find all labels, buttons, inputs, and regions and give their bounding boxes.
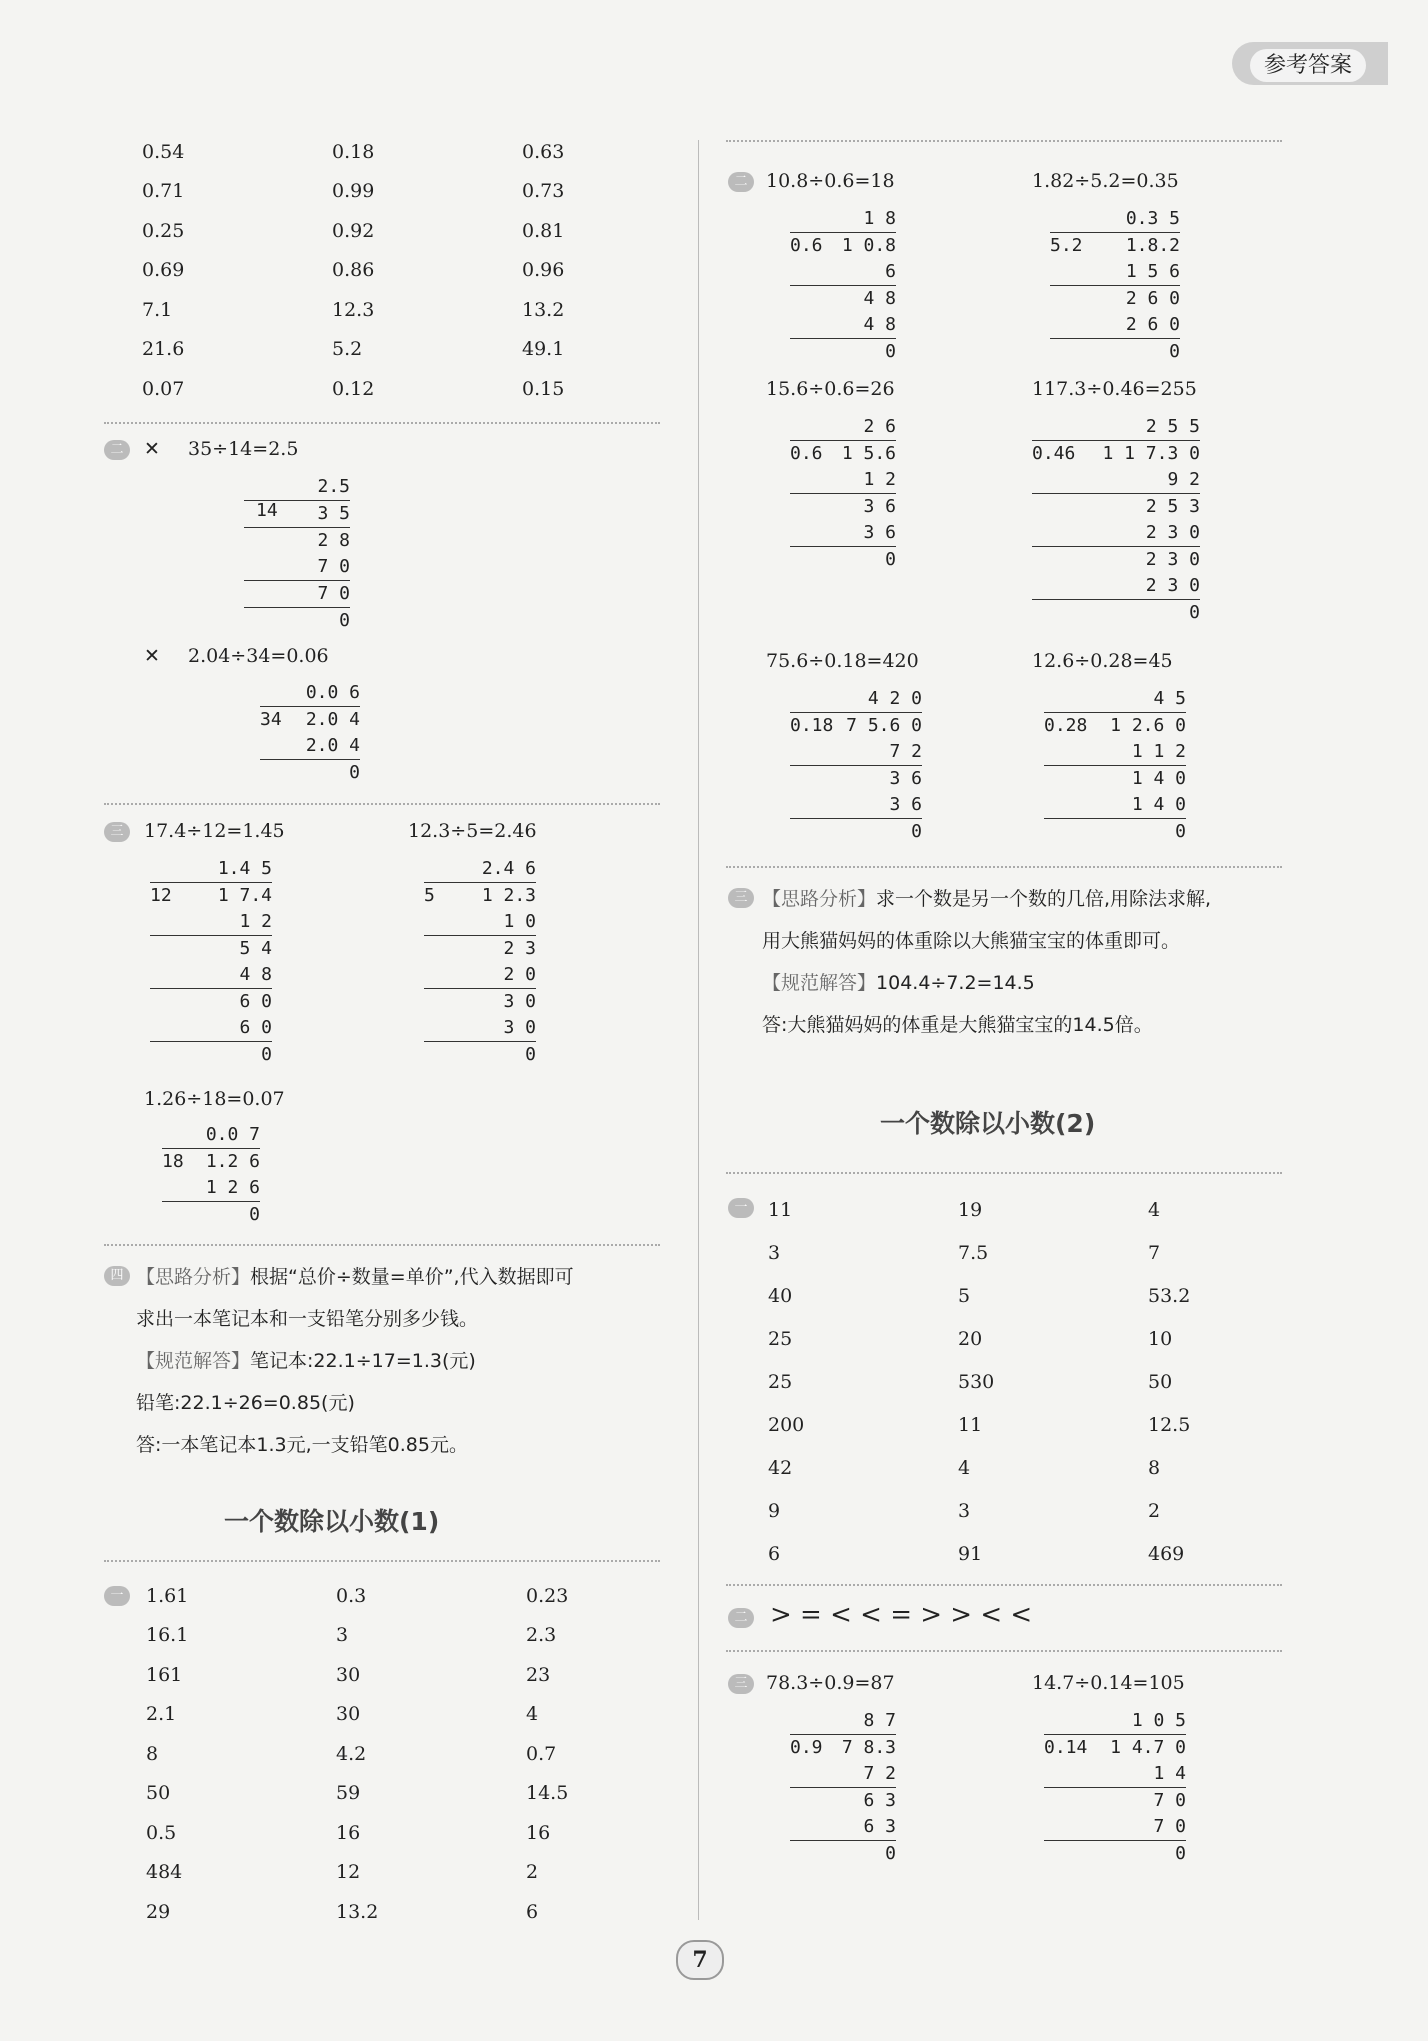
- divisor: 0.28: [1044, 715, 1088, 736]
- grid-row: 8 4.2 0.7: [146, 1742, 557, 1765]
- dividend: 2.0 4: [305, 709, 360, 730]
- equation: 1.26÷18=0.07: [144, 1088, 285, 1110]
- grid-row: 25 530 50: [768, 1370, 1173, 1393]
- equation: 75.6÷0.18=420: [766, 650, 919, 672]
- grid-row: 25 20 10: [768, 1327, 1173, 1350]
- divisor: 18: [162, 1151, 184, 1172]
- dividend: 3 5: [317, 503, 350, 524]
- equation: 14.7÷0.14=105: [1032, 1672, 1185, 1694]
- section-divider: [104, 1560, 660, 1562]
- section-badge: 二: [104, 440, 130, 460]
- dividend: 1 7.4: [217, 885, 272, 906]
- grid-row: 29 13.2 6: [146, 1900, 539, 1923]
- equation: 12.6÷0.28=45: [1032, 650, 1173, 672]
- equation: 12.3÷5=2.46: [408, 820, 537, 842]
- section-divider: [726, 140, 1282, 142]
- equation: 15.6÷0.6=26: [766, 378, 895, 400]
- dividend: 1.8.2: [1125, 235, 1180, 256]
- left-answer-grid: [142, 132, 712, 409]
- wrong-mark-icon: ✕: [144, 438, 160, 460]
- section-divider: [104, 803, 660, 805]
- comparison-answers: > = < < = > > < <: [770, 1600, 1033, 1630]
- long-division: 0.0 7 18 1.2 6 1 2 6 0: [162, 1124, 260, 1225]
- divisor: 0.6: [790, 235, 823, 256]
- dividend: 1 4.7 0: [1110, 1737, 1186, 1758]
- answer-key-tag: [1232, 42, 1388, 85]
- analysis-note: 【思路分析】根据“总价÷数量=单价”,代入数据即可 求出一本笔记本和一支铅笔分别多少钱。 【规范解答】笔记本:22.1÷17=1.3(元) 铅笔:22.1÷26=0.85(元) 答:一本笔记本1.3元,一支铅笔0.85元。: [136, 1266, 574, 1456]
- dividend: 1 1 7.3 0: [1102, 443, 1200, 464]
- divisor: 0.46: [1032, 443, 1076, 464]
- answer-key-label: 参考答案: [1250, 49, 1366, 82]
- long-division: 4 2 0 0.18 7 5.6 0 7 2 3 6 3 6 0: [790, 688, 922, 842]
- wrong-mark-icon: ✕: [144, 645, 160, 667]
- section-badge: 一: [104, 1586, 130, 1606]
- section-badge: 二: [728, 1608, 754, 1628]
- quotient: 2.5: [317, 476, 350, 497]
- long-division: 2.5 14 3 5 2 8 7 0 7 0 0: [244, 474, 350, 634]
- section-badge: 三: [728, 1674, 754, 1694]
- section-badge: 二: [728, 172, 754, 192]
- right-answer-grid: [768, 1188, 1338, 1575]
- dividend: 1 0.8: [841, 235, 896, 256]
- section-divider: [726, 1650, 1282, 1652]
- dividend: 1 2.3: [481, 885, 536, 906]
- long-division: 1 0 5 0.14 1 4.7 0 1 4 7 0 7 0 0: [1044, 1710, 1186, 1864]
- long-division: 1 8 0.6 1 0.8 6 4 8 4 8 0: [790, 208, 896, 362]
- analysis-note: 【思路分析】求一个数是另一个数的几倍,用除法求解, 用大熊猫妈妈的体重除以大熊猫宝宝的体重即可。 【规范解答】104.4÷7.2=14.5 答:大熊猫妈妈的体重是大熊猫宝宝的14.5倍。: [762, 888, 1212, 1036]
- grid-row: 21.6 5.2 49.1: [142, 338, 565, 361]
- section-divider: [726, 1584, 1282, 1586]
- grid-row: 0.54 0.18 0.63: [142, 140, 565, 163]
- grid-row: 484 12 2: [146, 1861, 539, 1884]
- equation: 35÷14=2.5: [188, 438, 299, 460]
- grid-row: 0.25 0.92 0.81: [142, 219, 565, 242]
- section-heading: 一个数除以小数(1): [224, 1507, 440, 1536]
- divisor: 14: [256, 500, 278, 521]
- divisor: 34: [260, 709, 282, 730]
- divisor: 0.14: [1044, 1737, 1088, 1758]
- long-division: 8 7 0.9 7 8.3 7 2 6 3 6 3 0: [790, 1710, 896, 1864]
- grid-row: 1.61 0.3 0.23: [146, 1584, 569, 1607]
- grid-row: 7.1 12.3 13.2: [142, 298, 565, 321]
- equation: 78.3÷0.9=87: [766, 1672, 895, 1694]
- section-heading: 一个数除以小数(2): [880, 1109, 1096, 1138]
- section-badge: 三: [728, 888, 754, 908]
- long-division: 1.4 5 12 1 7.4 1 2 5 4 4 8 6 0 6 0 0: [150, 858, 272, 1065]
- page-number: 7: [676, 1940, 724, 1980]
- divisor: 12: [150, 885, 172, 906]
- grid-row: 50 59 14.5: [146, 1782, 569, 1805]
- section-badge: 四: [104, 1266, 130, 1286]
- grid-row: 0.71 0.99 0.73: [142, 180, 565, 203]
- section-badge: 三: [104, 822, 130, 842]
- divisor: 0.6: [790, 443, 823, 464]
- grid-row: 0.5 16 16: [146, 1821, 551, 1844]
- grid-row: 40 5 53.2: [768, 1284, 1191, 1307]
- grid-row: 0.69 0.86 0.96: [142, 259, 565, 282]
- grid-row: 11 19 4: [768, 1198, 1161, 1221]
- divisor: 5.2: [1050, 235, 1083, 256]
- dividend: 1 5.6: [841, 443, 896, 464]
- long-division: 4 5 0.28 1 2.6 0 1 1 2 1 4 0 1 4 0 0: [1044, 688, 1186, 842]
- divisor: 0.9: [790, 1737, 823, 1758]
- divisor: 0.18: [790, 715, 834, 736]
- section-divider: [104, 422, 660, 424]
- section-divider: [726, 1172, 1282, 1174]
- equation: 1.82÷5.2=0.35: [1032, 170, 1179, 192]
- long-division: 0.0 6 34 2.0 4 2.0 4 0: [260, 682, 360, 783]
- grid-row: 9 3 2: [768, 1499, 1161, 1522]
- long-division: 2 5 5 0.46 1 1 7.3 0 9 2 2 5 3 2 3 0 2 3 0 2 3 0 0: [1032, 416, 1200, 623]
- grid-row: 16.1 3 2.3: [146, 1624, 557, 1647]
- section-divider: [104, 1244, 660, 1246]
- dividend: 1 2.6 0: [1110, 715, 1186, 736]
- grid-row: 6 91 469: [768, 1542, 1185, 1565]
- equation: 17.4÷12=1.45: [144, 820, 285, 842]
- grid-row: 200 11 12.5: [768, 1413, 1191, 1436]
- section-divider: [726, 866, 1282, 868]
- grid-row: 42 4 8: [768, 1456, 1161, 1479]
- section-badge: 一: [728, 1198, 754, 1218]
- equation: 2.04÷34=0.06: [188, 645, 329, 667]
- dividend: 7 8.3: [841, 1737, 896, 1758]
- left-answer-grid-2: [146, 1576, 716, 1932]
- long-division: 0.3 5 5.2 1.8.2 1 5 6 2 6 0 2 6 0 0: [1050, 208, 1180, 362]
- grid-row: 0.07 0.12 0.15: [142, 377, 565, 400]
- long-division: 2.4 6 5 1 2.3 1 0 2 3 2 0 3 0 3 0 0: [424, 858, 536, 1065]
- grid-row: 161 30 23: [146, 1663, 551, 1686]
- grid-row: 2.1 30 4: [146, 1703, 539, 1726]
- equation: 117.3÷0.46=255: [1032, 378, 1197, 400]
- divisor: 5: [424, 885, 435, 906]
- dividend: 1.2 6: [205, 1151, 260, 1172]
- equation: 10.8÷0.6=18: [766, 170, 895, 192]
- grid-row: 3 7.5 7: [768, 1241, 1161, 1264]
- dividend: 7 5.6 0: [846, 715, 922, 736]
- long-division: 2 6 0.6 1 5.6 1 2 3 6 3 6 0: [790, 416, 896, 570]
